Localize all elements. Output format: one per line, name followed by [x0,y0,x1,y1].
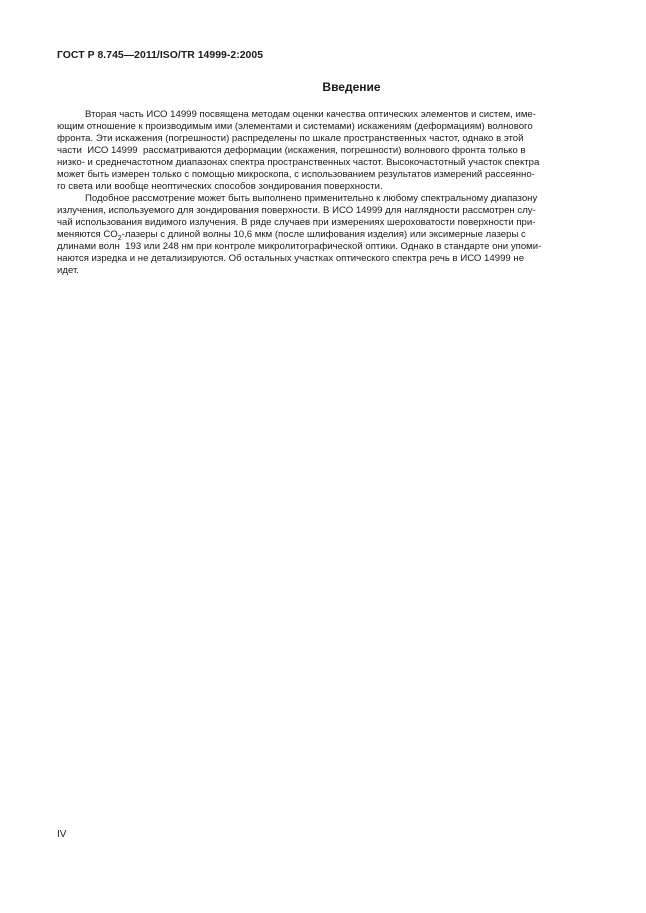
text-line-content: го света или вообще неоптических способов зондирования поверхности. [57,181,383,192]
text-line-content: излучения, используемого для зондирования поверхности. В ИСО 14999 для наглядности рассмотрен слу- [57,205,536,216]
text-line-content: идет. [57,265,79,276]
section-title-text: Введение [322,80,381,94]
text-line-content: части ИСО 14999 рассматриваются деформации (искажения, погрешности) волнового фронта только в [57,145,526,156]
text-line [57,265,589,277]
text-line-content: Вторая часть ИСО 14999 посвящена методам оценки качества оптических элементов и систем, име- [85,109,536,120]
body-text [57,109,589,277]
page-number: IV [57,829,67,840]
text-line [57,169,589,181]
text-line [57,253,589,265]
text-line [57,145,589,157]
co2-text: меняются CO [57,229,118,240]
text-line [57,133,589,145]
co2-rest-text: -лазеры с длиной волны 10,6 мкм (после шлифования изделия) или эксимерные лазеры с [121,229,526,240]
text-line [57,157,589,169]
text-line [57,217,589,229]
text-line [57,229,589,241]
text-line [57,109,589,121]
text-line-content: Подобное рассмотрение может быть выполнено применительно к любому спектральному диапазону [85,193,538,204]
section-title [0,80,646,94]
text-line-content: длинами волн 193 или 248 нм при контроле микролитографической оптики. Однако в стандарте они упоми- [57,241,542,252]
text-line-content: наются изредка и не детализируются. Об остальных участках оптического спектра речь в ИСО 14999 не [57,253,525,264]
text-line-content: ющим отношение к производимым ими (элементами и системами) искажениям (деформациям) волнового [57,121,533,132]
text-line-content [57,229,526,241]
text-line-content: фронта. Эти искажения (погрешности) распределены по шкале пространственных частот, однако в этой [57,133,524,144]
text-line [57,193,589,205]
text-line [57,181,589,193]
text-line [57,205,589,217]
text-line [57,121,589,133]
co2-subscript: 2 [117,234,122,242]
text-line-content: низко- и среднечастотном диапазонах спектра пространственных частот. Высокочастотный участок спектра [57,157,540,168]
document-header: ГОСТ Р 8.745—2011/ISO/TR 14999-2:2005 [57,50,264,61]
text-line [57,241,589,253]
text-line-content: чай использования видимого излучения. В ряде случаев при измерениях шероховатости поверхности при- [57,217,536,228]
text-line-content: может быть измерен только с помощью микроскопа, с использованием результатов измерений рассеянно- [57,169,535,180]
